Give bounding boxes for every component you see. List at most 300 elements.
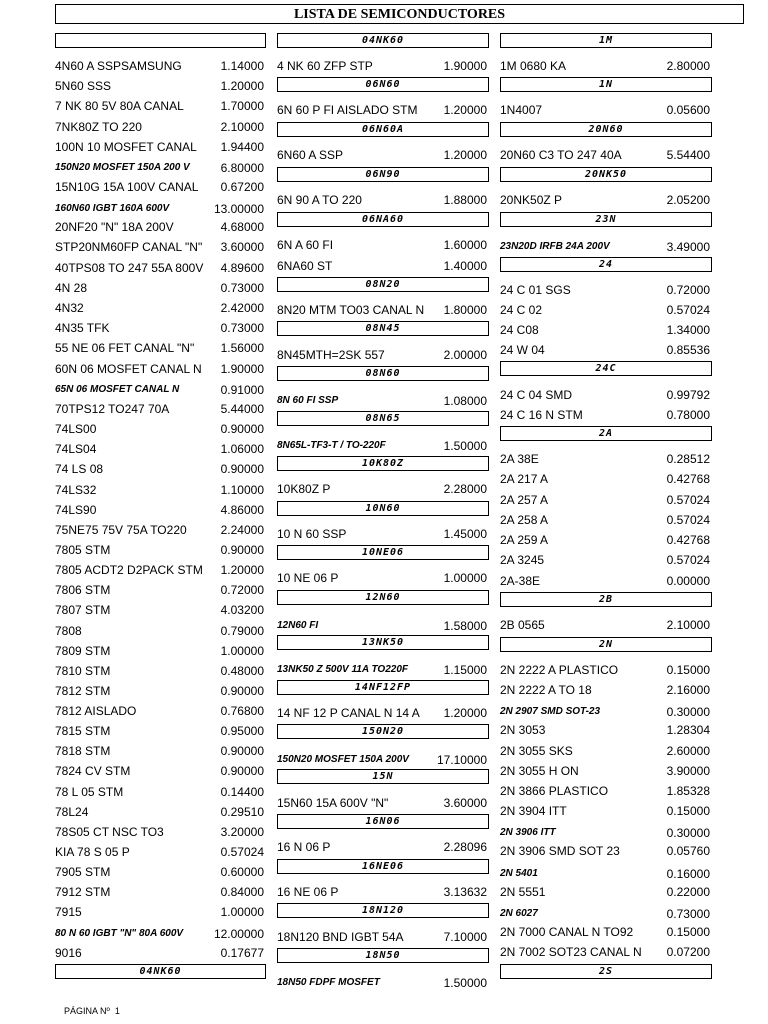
list-item xyxy=(500,705,712,719)
item-price: 1.34000 xyxy=(666,323,710,337)
item-name: 7905 STM xyxy=(55,865,111,879)
list-item xyxy=(277,59,489,73)
list-item xyxy=(55,865,266,879)
item-name: 2N 3055 H ON xyxy=(500,764,579,778)
item-name: 2N 3906 SMD SOT 23 xyxy=(500,844,620,858)
item-name: 7818 STM xyxy=(55,744,111,758)
section-header: 1N xyxy=(500,77,712,92)
section-header: 24 xyxy=(500,257,712,272)
item-price: 0.90000 xyxy=(220,684,264,698)
section-header: 10N60 xyxy=(277,501,489,516)
item-name: 78 L 05 STM xyxy=(55,785,124,799)
item-name: 2N 3055 SKS xyxy=(500,744,573,758)
item-name: 6N60 A SSP xyxy=(277,148,344,162)
item-name: 7808 xyxy=(55,624,82,638)
list-item xyxy=(277,103,489,117)
item-name: 78S05 CT NSC TO3 xyxy=(55,825,164,839)
list-item xyxy=(277,394,489,408)
item-price: 0.90000 xyxy=(220,764,264,778)
item-price: 4.03200 xyxy=(220,603,264,617)
list-item xyxy=(277,885,489,899)
item-name: 2N 5551 xyxy=(500,885,546,899)
item-price: 1.56000 xyxy=(220,341,264,355)
list-item xyxy=(277,840,489,854)
list-item xyxy=(500,553,712,567)
item-price: 0.73000 xyxy=(220,321,264,335)
list-item xyxy=(55,261,266,275)
item-price: 0.78000 xyxy=(666,408,710,422)
section-header: 12N60 xyxy=(277,590,489,605)
section-header: 08N45 xyxy=(277,321,489,336)
item-price: 4.68000 xyxy=(220,220,264,234)
item-price: 13.00000 xyxy=(213,202,264,216)
item-name: 4N 28 xyxy=(55,281,88,295)
item-name: 40TPS08 TO 247 55A 800V xyxy=(55,261,204,275)
item-name: 7805 STM xyxy=(55,543,111,557)
item-name: 2N 3906 ITT xyxy=(500,827,556,838)
item-name: 1N4007 xyxy=(500,103,543,117)
list-item xyxy=(277,148,489,162)
item-price: 2.16000 xyxy=(666,683,710,697)
item-name: 2A 38E xyxy=(500,452,539,466)
list-item xyxy=(55,462,266,476)
item-name: 7812 STM xyxy=(55,684,111,698)
section-header: 2N xyxy=(500,637,712,652)
list-item xyxy=(55,543,266,557)
item-price: 2.10000 xyxy=(666,618,710,632)
item-name: 16 NE 06 P xyxy=(277,885,339,899)
list-item xyxy=(277,796,489,810)
item-price: 0.07200 xyxy=(666,945,710,959)
list-item xyxy=(55,161,266,175)
list-item xyxy=(500,925,712,939)
section-header: 10K80Z xyxy=(277,456,489,471)
item-price: 0.57024 xyxy=(666,493,710,507)
list-item xyxy=(55,905,266,919)
list-item xyxy=(55,744,266,758)
item-name: 6N 60 P FI AISLADO STM xyxy=(277,103,418,117)
item-name: 8N65L-TF3-T / TO-220F xyxy=(277,440,386,451)
list-item xyxy=(500,574,712,588)
item-price: 4.89600 xyxy=(220,261,264,275)
list-item xyxy=(55,624,266,638)
item-price: 2.10000 xyxy=(220,120,264,134)
item-price: 0.73000 xyxy=(220,281,264,295)
item-price: 3.20000 xyxy=(220,825,264,839)
item-name: 2N 2222 A TO 18 xyxy=(500,683,592,697)
item-name: 20N60 C3 TO 247 40A xyxy=(500,148,622,162)
item-name: 24 C 02 xyxy=(500,303,543,317)
list-item xyxy=(55,885,266,899)
item-name: 2N 7000 CANAL N TO92 xyxy=(500,925,634,939)
list-item xyxy=(55,301,266,315)
item-name: 14 NF 12 P CANAL N 14 A xyxy=(277,706,420,720)
item-name: 6NA60 ST xyxy=(277,259,333,273)
item-name: 2A 257 A xyxy=(500,493,549,507)
item-name: 2A-38E xyxy=(500,574,541,588)
list-item xyxy=(500,240,712,254)
list-item xyxy=(55,644,266,658)
item-price: 0.15000 xyxy=(666,804,710,818)
item-price: 17.10000 xyxy=(436,753,487,767)
list-item xyxy=(500,59,712,73)
item-price: 0.22000 xyxy=(666,885,710,899)
item-price: 1.00000 xyxy=(443,571,487,585)
list-item xyxy=(55,684,266,698)
item-name: 24 C 04 SMD xyxy=(500,388,573,402)
item-price: 0.16000 xyxy=(666,867,710,881)
section-header: 20NK50 xyxy=(500,167,712,182)
list-item xyxy=(277,976,489,990)
item-name: 7912 STM xyxy=(55,885,111,899)
item-price: 5.44000 xyxy=(220,402,264,416)
item-price: 3.13632 xyxy=(443,885,487,899)
item-name: 7824 CV STM xyxy=(55,764,131,778)
list-item xyxy=(500,723,712,737)
list-item xyxy=(55,281,266,295)
item-price: 2.42000 xyxy=(220,301,264,315)
list-item xyxy=(500,618,712,632)
item-price: 1.06000 xyxy=(220,442,264,456)
list-item xyxy=(55,724,266,738)
list-item xyxy=(500,408,712,422)
item-price: 1.70000 xyxy=(220,99,264,113)
list-item xyxy=(500,323,712,337)
item-price: 0.84000 xyxy=(220,885,264,899)
item-price: 1.90000 xyxy=(220,362,264,376)
item-name: 75NE75 75V 75A TO220 xyxy=(55,523,187,537)
item-name: 12N60 FI xyxy=(277,620,319,631)
item-price: 1.60000 xyxy=(443,238,487,252)
item-price: 1.45000 xyxy=(443,527,487,541)
item-price: 0.95000 xyxy=(220,724,264,738)
section-header: 06N90 xyxy=(277,167,489,182)
section-header: 08N65 xyxy=(277,411,489,426)
page-title: LISTA DE SEMICONDUCTORES xyxy=(55,4,744,24)
item-price: 1.20000 xyxy=(443,706,487,720)
item-name: 7805 ACDT2 D2PACK STM xyxy=(55,563,203,577)
item-price: 1.15000 xyxy=(443,663,487,677)
item-name: 18N120 BND IGBT 54A xyxy=(277,930,404,944)
item-name: 2A 3245 xyxy=(500,553,545,567)
section-header: 08N20 xyxy=(277,277,489,292)
item-price: 3.60000 xyxy=(443,796,487,810)
list-item xyxy=(277,259,489,273)
item-name: KIA 78 S 05 P xyxy=(55,845,130,859)
item-price: 0.05600 xyxy=(666,103,710,117)
item-name: 74LS00 xyxy=(55,422,97,436)
item-name: 65N 06 MOSFET CANAL N xyxy=(55,384,180,395)
item-name: 7806 STM xyxy=(55,583,111,597)
section-header: 23N xyxy=(500,212,712,227)
item-price: 2.05200 xyxy=(666,193,710,207)
item-price: 0.42768 xyxy=(666,533,710,547)
item-name: 7807 STM xyxy=(55,603,111,617)
item-name: 24 C 01 SGS xyxy=(500,283,571,297)
item-price: 0.57024 xyxy=(666,553,710,567)
item-name: 24 C08 xyxy=(500,323,539,337)
item-name: 100N 10 MOSFET CANAL xyxy=(55,140,197,154)
list-item xyxy=(55,99,266,113)
list-item xyxy=(55,523,266,537)
item-name: 2N 3904 ITT xyxy=(500,804,567,818)
item-name: 2N 7002 SOT23 CANAL N xyxy=(500,945,642,959)
item-price: 2.80000 xyxy=(666,59,710,73)
section-header: 04NK60 xyxy=(55,964,266,979)
item-name: 15N60 15A 600V "N" xyxy=(277,796,389,810)
list-item xyxy=(55,704,266,718)
list-item xyxy=(500,784,712,798)
list-item xyxy=(500,343,712,357)
item-name: 10 N 60 SSP xyxy=(277,527,347,541)
item-name: STP20NM60FP CANAL "N" xyxy=(55,240,203,254)
list-item xyxy=(55,120,266,134)
item-price: 2.60000 xyxy=(666,744,710,758)
item-price: 1.14000 xyxy=(220,59,264,73)
section-header: 06NA60 xyxy=(277,212,489,227)
item-price: 0.29510 xyxy=(220,805,264,819)
item-price: 0.48000 xyxy=(220,664,264,678)
section-header: 14NF12FP xyxy=(277,680,489,695)
list-item xyxy=(277,193,489,207)
item-name: 2A 217 A xyxy=(500,472,549,486)
item-name: 2B 0565 xyxy=(500,618,545,632)
section-header: 2S xyxy=(500,964,712,979)
list-item xyxy=(500,885,712,899)
list-item xyxy=(500,388,712,402)
list-item xyxy=(55,845,266,859)
section-header: 08N60 xyxy=(277,366,489,381)
item-price: 0.91000 xyxy=(220,383,264,397)
page-footer xyxy=(64,1006,120,1016)
list-item xyxy=(55,805,266,819)
item-name: 24 W 04 xyxy=(500,343,545,357)
item-name: 160N60 IGBT 160A 600V xyxy=(55,203,170,214)
item-name: 78L24 xyxy=(55,805,89,819)
list-item xyxy=(55,362,266,376)
section-header: 2B xyxy=(500,592,712,607)
list-item xyxy=(500,452,712,466)
item-price: 2.28096 xyxy=(443,840,487,854)
list-item xyxy=(277,238,489,252)
item-price: 0.00000 xyxy=(666,574,710,588)
item-price: 1.58000 xyxy=(443,619,487,633)
list-item xyxy=(500,472,712,486)
list-item xyxy=(277,619,489,633)
list-item xyxy=(277,348,489,362)
item-name: 16 N 06 P xyxy=(277,840,331,854)
item-name: 70TPS12 TO247 70A xyxy=(55,402,170,416)
footer-page-number: 1 xyxy=(114,1006,120,1016)
list-item xyxy=(55,240,266,254)
item-price: 0.90000 xyxy=(220,543,264,557)
item-price: 1.08000 xyxy=(443,394,487,408)
item-price: 0.28512 xyxy=(666,452,710,466)
item-price: 0.90000 xyxy=(220,744,264,758)
list-item xyxy=(55,483,266,497)
list-item xyxy=(500,513,712,527)
section-header: 24C xyxy=(500,361,712,376)
list-item xyxy=(277,663,489,677)
item-price: 1.85328 xyxy=(666,784,710,798)
item-price: 0.90000 xyxy=(220,422,264,436)
list-item xyxy=(55,79,266,93)
item-price: 3.49000 xyxy=(666,240,710,254)
list-item xyxy=(55,825,266,839)
item-price: 1.40000 xyxy=(443,259,487,273)
footer-label: PÁGINA Nº xyxy=(64,1006,110,1016)
item-price: 1.20000 xyxy=(220,79,264,93)
item-name: 18N50 FDPF MOSFET xyxy=(277,977,380,988)
list-item xyxy=(500,744,712,758)
item-name: 8N 60 FI SSP xyxy=(277,395,339,406)
item-price: 0.76800 xyxy=(220,704,264,718)
item-name: 74 LS 08 xyxy=(55,462,104,476)
item-price: 0.72000 xyxy=(666,283,710,297)
list-item xyxy=(55,220,266,234)
item-name: 7815 STM xyxy=(55,724,111,738)
item-name: 150N20 MOSFET 150A 200V xyxy=(277,754,409,765)
section-header: 18N120 xyxy=(277,903,489,918)
item-price: 0.60000 xyxy=(220,865,264,879)
item-price: 0.57024 xyxy=(666,303,710,317)
item-name: 74LS04 xyxy=(55,442,97,456)
item-name: 1M 0680 KA xyxy=(500,59,567,73)
list-item xyxy=(277,482,489,496)
list-item xyxy=(500,804,712,818)
item-price: 3.60000 xyxy=(220,240,264,254)
item-name: 6N 90 A TO 220 xyxy=(277,193,362,207)
item-name: 8N20 MTM TO03 CANAL N xyxy=(277,303,425,317)
list-item xyxy=(500,867,712,881)
item-name: 2N 5401 xyxy=(500,868,538,879)
list-item xyxy=(55,59,266,73)
list-item xyxy=(277,303,489,317)
list-item xyxy=(277,706,489,720)
list-item xyxy=(500,907,712,921)
item-name: 7 NK 80 5V 80A CANAL xyxy=(55,99,184,113)
list-item xyxy=(500,103,712,117)
item-price: 1.50000 xyxy=(443,976,487,990)
item-name: 4N60 A SSPSAMSUNG xyxy=(55,59,182,73)
item-price: 0.73000 xyxy=(666,907,710,921)
item-price: 6.80000 xyxy=(220,161,264,175)
item-name: 9016 xyxy=(55,946,82,960)
list-item xyxy=(55,442,266,456)
item-name: 2A 258 A xyxy=(500,513,549,527)
item-price: 1.28304 xyxy=(666,723,710,737)
item-price: 1.50000 xyxy=(443,439,487,453)
item-name: 8N45MTH=2SK 557 xyxy=(277,348,385,362)
item-price: 0.72000 xyxy=(220,583,264,597)
item-price: 1.20000 xyxy=(443,148,487,162)
item-price: 0.30000 xyxy=(666,826,710,840)
item-name: 20NF20 "N" 18A 200V xyxy=(55,220,174,234)
list-item xyxy=(277,439,489,453)
item-price: 7.10000 xyxy=(443,930,487,944)
item-price: 0.99792 xyxy=(666,388,710,402)
item-price: 0.30000 xyxy=(666,705,710,719)
item-price: 0.90000 xyxy=(220,462,264,476)
item-name: 10 NE 06 P xyxy=(277,571,339,585)
list-item xyxy=(500,533,712,547)
item-name: 2A 259 A xyxy=(500,533,549,547)
section-header: 06N60 xyxy=(277,77,489,92)
item-price: 0.85536 xyxy=(666,343,710,357)
list-item xyxy=(277,930,489,944)
item-name: 80 N 60 IGBT "N" 80A 600V xyxy=(55,928,184,939)
list-item xyxy=(277,571,489,585)
item-price: 4.86000 xyxy=(220,503,264,517)
item-name: 4N35 TFK xyxy=(55,321,110,335)
list-item xyxy=(500,493,712,507)
list-item xyxy=(500,945,712,959)
item-name: 7810 STM xyxy=(55,664,111,678)
item-price: 2.28000 xyxy=(443,482,487,496)
item-name: 6N A 60 FI xyxy=(277,238,334,252)
list-item xyxy=(500,148,712,162)
item-name: 13NK50 Z 500V 11A TO220F xyxy=(277,664,408,675)
item-name: 23N20D IRFB 24A 200V xyxy=(500,241,610,252)
item-name: 7809 STM xyxy=(55,644,111,658)
list-item xyxy=(55,785,266,799)
item-price: 2.00000 xyxy=(443,348,487,362)
item-name: 7NK80Z TO 220 xyxy=(55,120,142,134)
item-name: 60N 06 MOSFET CANAL N xyxy=(55,362,202,376)
list-item xyxy=(55,503,266,517)
item-name: 7915 xyxy=(55,905,82,919)
item-price: 0.79000 xyxy=(220,624,264,638)
item-name: 24 C 16 N STM xyxy=(500,408,583,422)
list-item xyxy=(500,193,712,207)
item-price: 0.57024 xyxy=(220,845,264,859)
item-name: 4 NK 60 ZFP STP xyxy=(277,59,373,73)
item-name: 2N 2222 A PLASTICO xyxy=(500,663,619,677)
section-header: 20N60 xyxy=(500,122,712,137)
item-name: 2N 2907 SMD SOT-23 xyxy=(500,706,601,717)
list-item xyxy=(500,303,712,317)
list-item xyxy=(55,383,266,397)
section-header: 2A xyxy=(500,426,712,441)
item-price: 0.67200 xyxy=(220,180,264,194)
section-header: 18N50 xyxy=(277,948,489,963)
list-item xyxy=(500,283,712,297)
list-item xyxy=(55,140,266,154)
section-header: 10NE06 xyxy=(277,545,489,560)
item-price: 0.15000 xyxy=(666,663,710,677)
item-price: 1.10000 xyxy=(220,483,264,497)
list-item xyxy=(55,603,266,617)
section-header: 13NK50 xyxy=(277,635,489,650)
section-header: 150N20 xyxy=(277,724,489,739)
item-name: 150N20 MOSFET 150A 200 V xyxy=(55,162,190,173)
section-header: 1M xyxy=(500,33,712,48)
item-name: 74LS90 xyxy=(55,503,97,517)
list-item xyxy=(55,321,266,335)
list-item xyxy=(55,946,266,960)
item-price: 3.90000 xyxy=(666,764,710,778)
item-price: 1.94400 xyxy=(220,140,264,154)
list-item xyxy=(500,844,712,858)
item-name: 2N 3866 PLASTICO xyxy=(500,784,609,798)
item-price: 1.90000 xyxy=(443,59,487,73)
item-name: 5N60 SSS xyxy=(55,79,112,93)
item-name: 10K80Z P xyxy=(277,482,331,496)
item-name: 55 NE 06 FET CANAL "N" xyxy=(55,341,195,355)
item-name: 2N 3053 xyxy=(500,723,546,737)
list-item xyxy=(55,583,266,597)
item-price: 0.05760 xyxy=(666,844,710,858)
